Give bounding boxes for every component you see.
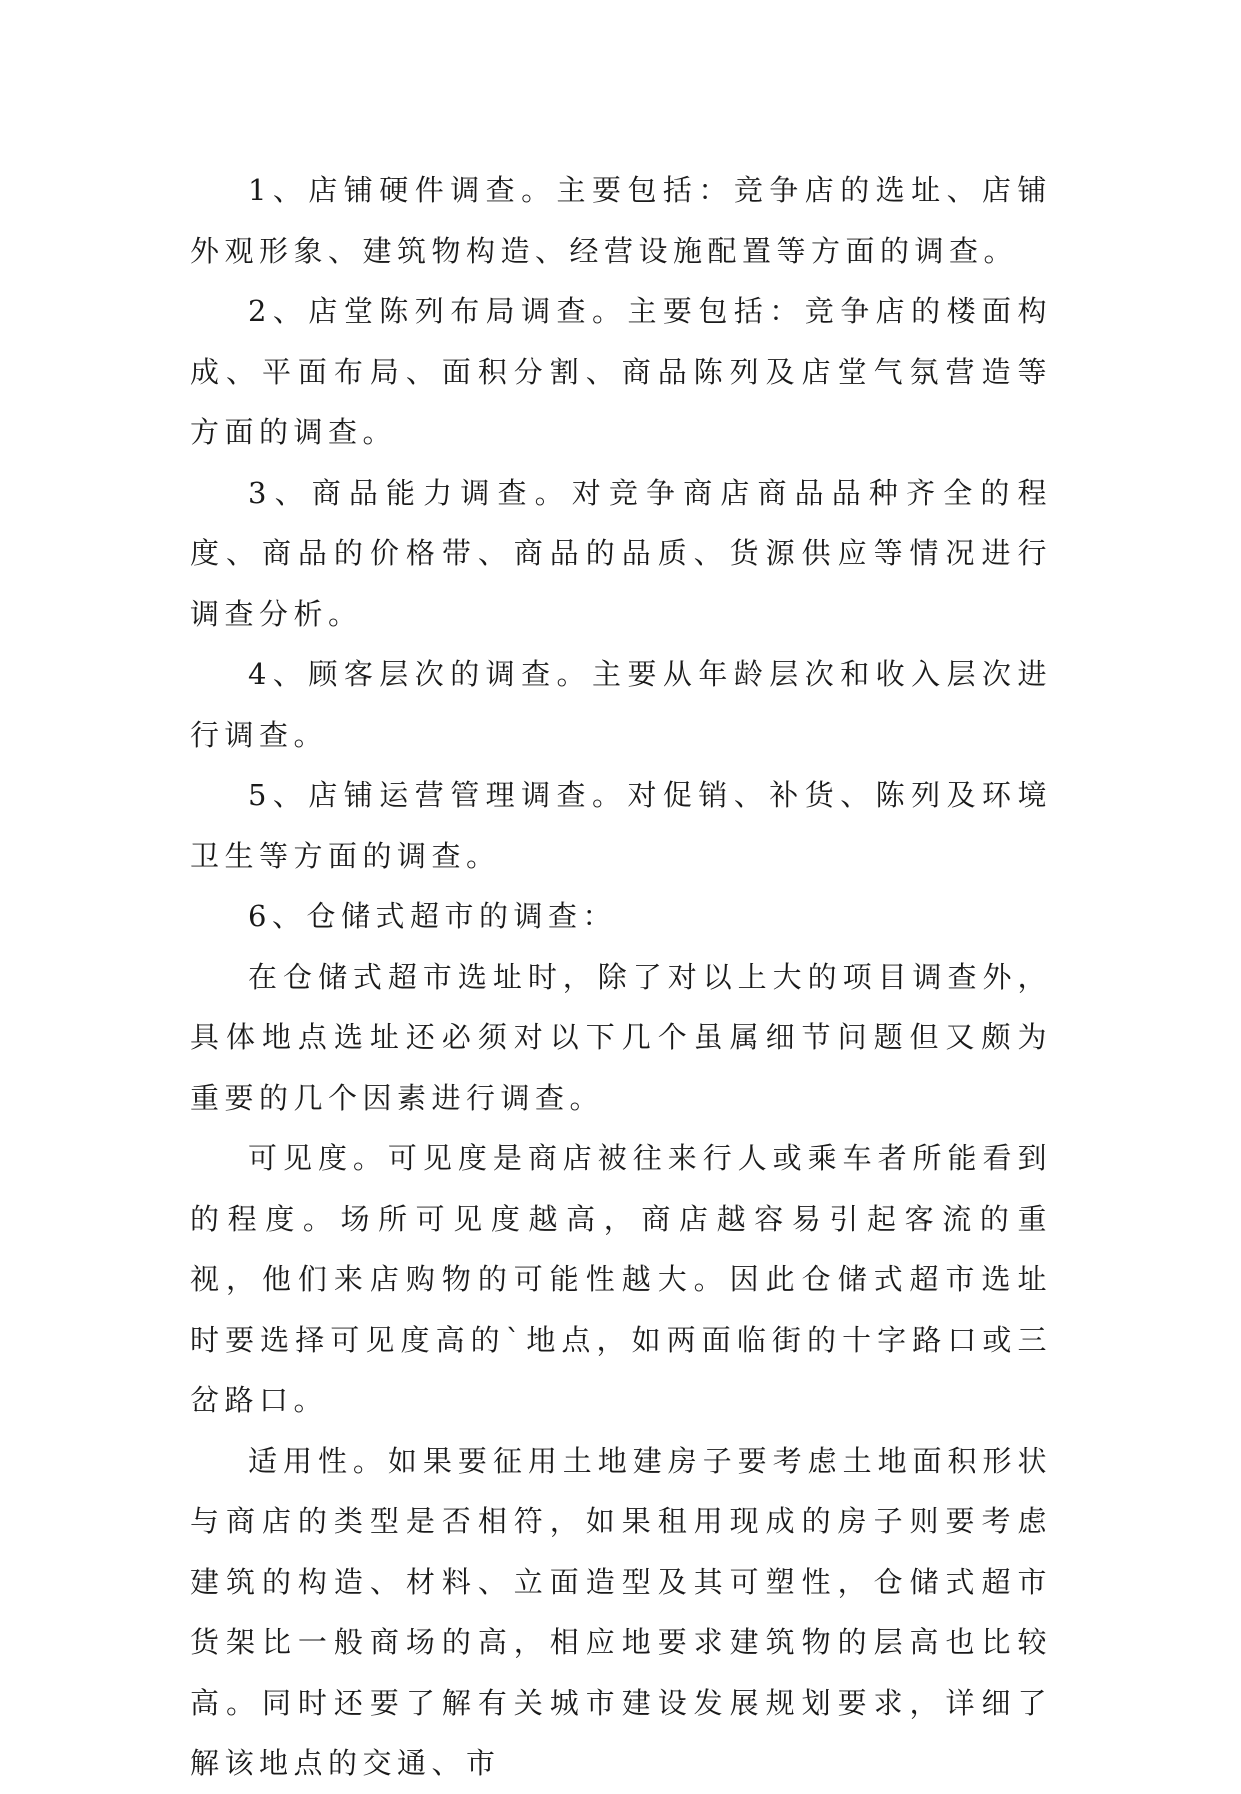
paragraph-hardware-survey: 1、店铺硬件调查。主要包括：竞争店的选址、店铺外观形象、建筑物构造、经营设施配置等方面的调查。 bbox=[190, 173, 1052, 268]
paragraph-site-selection: 在仓储式超市选址时，除了对以上大的项目调查外，具体地点选址还必须对以下几个虽属细节问题但又颇为重要的几个因素进行调查。 bbox=[190, 959, 1052, 1115]
document-page bbox=[190, 160, 1052, 1794]
paragraph-warehouse-heading: 6、仓储式超市的调查： bbox=[248, 899, 617, 933]
paragraph-customer-survey: 4、顾客层次的调查。主要从年龄层次和收入层次进行调查。 bbox=[190, 657, 1052, 752]
paragraph-layout-survey: 2、店堂陈列布局调查。主要包括：竞争店的楼面构成、平面布局、面积分割、商品陈列及店堂气氛营造等方面的调查。 bbox=[190, 294, 1052, 449]
paragraph-suitability: 适用性。如果要征用土地建房子要考虑土地面积形状与商店的类型是否相符，如果租用现成的房子则要考虑建筑的构造、材料、立面造型及其可塑性，仓储式超市货架比一般商场的高，相应地要求建筑物的层高也比较高。同时还要了解有关城市建设发展规划要求，详细了解该地点的交通、市 bbox=[190, 1443, 1052, 1780]
paragraph-visibility: 可见度。可见度是商店被往来行人或乘车者所能看到的程度。场所可见度越高，商店越容易引起客流的重视，他们来店购物的可能性越大。因此仓储式超市选址时要选择可见度高的`地点，如两面临街的十字路口或三岔路口。 bbox=[190, 1141, 1052, 1417]
paragraph-operations-survey: 5、店铺运营管理调查。对促销、补货、陈列及环境卫生等方面的调查。 bbox=[190, 778, 1052, 873]
paragraph-merchandise-survey: 3、商品能力调查。对竞争商店商品品种齐全的程度、商品的价格带、商品的品质、货源供应等情况进行调查分析。 bbox=[190, 475, 1052, 631]
